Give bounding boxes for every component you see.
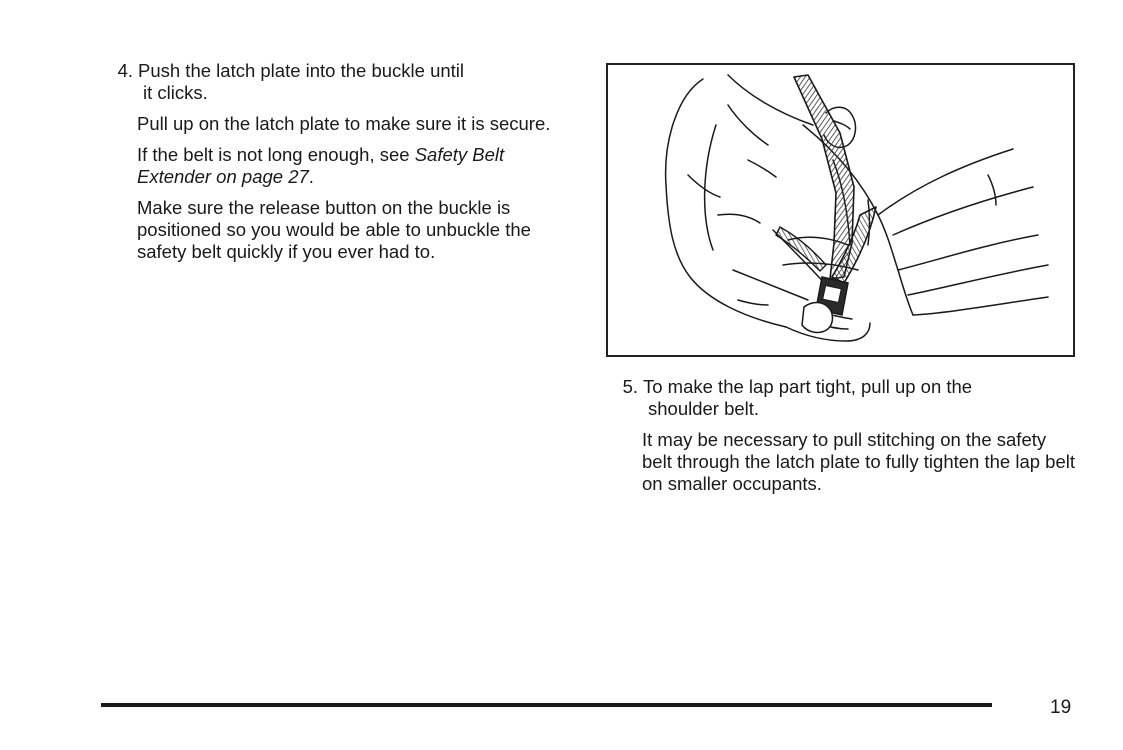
extender-lead-text: If the belt is not long enough, see: [137, 144, 415, 165]
step-5-text: [643, 376, 1077, 420]
step-5-line2: shoulder belt.: [648, 398, 760, 419]
page-number: 19: [1050, 697, 1072, 718]
step-4: [112, 60, 572, 104]
person-pulling-shoulder-belt-illustration: [608, 65, 1073, 355]
step-4-number: 4.: [117, 60, 133, 81]
paragraph-stitching: It may be necessary to pull stitching on the safety belt through the latch plate to fully tighten the lap belt on smaller occupants.: [642, 429, 1075, 494]
extender-tail-text: .: [308, 166, 314, 187]
step-4-text: [138, 60, 572, 104]
step-5: [617, 376, 1077, 420]
seatbelt-figure: [606, 63, 1075, 357]
right-column: [617, 376, 1077, 504]
paragraph-extender: [137, 144, 572, 188]
extender-cross-reference: Safety Belt Extender on page 27: [137, 144, 505, 187]
step-5-number: 5.: [622, 376, 638, 397]
left-column: [112, 60, 572, 272]
step-4-line1: Push the latch plate into the buckle until: [138, 60, 465, 81]
paragraph-release-button: Make sure the release button on the buckle is positioned so you would be able to unbuckle the safety belt quickly if you ever had to.: [137, 197, 531, 262]
paragraph-pull-up: Pull up on the latch plate to make sure it is secure.: [137, 113, 551, 134]
footer-rule: [101, 703, 992, 707]
step-4-line2: it clicks.: [143, 82, 208, 103]
step-5-line1: To make the lap part tight, pull up on the: [643, 376, 973, 397]
